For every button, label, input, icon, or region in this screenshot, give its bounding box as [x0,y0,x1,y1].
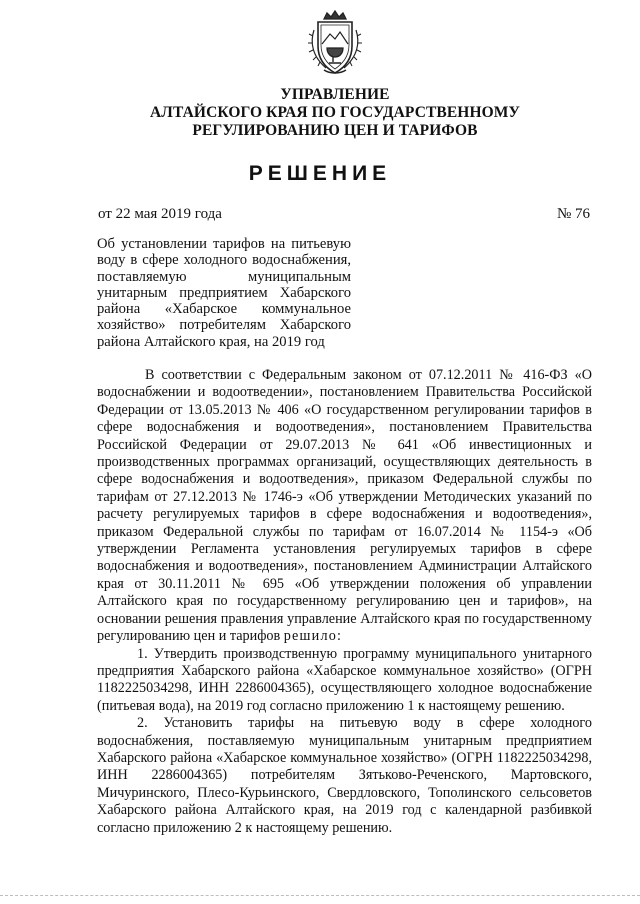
page-bottom-edge [0,895,640,896]
clause-2: 2. Установить тарифы на питьевую воду в сфере холодного водоснабжения, поставляемую муниципальным унитарным предприятием Хабарского района «Хабарское коммунальное хозяйство» (ОГРН 1182225034298, ИНН 2286004365) потребителям Зятьково-Реченского, Мартовского, Мичуринского, Плесо-Курьинского, Свердловского, Тополинского сельсоветов Хабарского района Алтайского края, на 2019 год с календарной разбивкой согласно приложению 2 к настоящему решению. [97,715,592,836]
authority-line-3: РЕГУЛИРОВАНИЮ ЦЕН И ТАРИФОВ [192,122,478,139]
authority-line-2: АЛТАЙСКОГО КРАЯ ПО ГОСУДАРСТВЕННОМУ [150,104,520,121]
document-subject: Об установлении тарифов на питьевую воду в сфере холодного водоснабжения, поставляемую муниципальным унитарным предприятием Хабарского района «Хабарское коммунальное хозяйство» потребителям Хабарского района Алтайского края, на 2019 год [97,236,351,350]
issuing-authority [120,86,550,140]
clause-1: 1. Утвердить производственную программу муниципального унитарного предприятия Хабарского района «Хабарское коммунальное хозяйство» (ОГРН 1182225034298, ИНН 2286004365), осуществляющего холодное водоснабжение (питьевая вода), на 2019 год согласно приложению 1 к настоящему решению. [97,645,592,714]
altai-krai-coat-of-arms-icon [304,10,366,76]
authority-line-1: УПРАВЛЕНИЕ [280,86,390,103]
preamble-text: В соответствии с Федеральным законом от 07.12.2011 № 416-ФЗ «О водоснабжении и водоотведении», постановлением Правительства Российской Федерации от 13.05.2013 № 406 «О государственном регулировании тарифов в сфере водоснабжения и водоотведения», постановлением Правительства Российской Федерации от 29.07.2013 № 641 «Об инвестиционных и производственных программах организаций, осуществляющих деятельность в сфере водоснабжения и водоотведения», приказом Федеральной службы по тарифам от 27.12.2013 № 1746-э «Об утверждении Методических указаний по расчету регулируемых тарифов в сфере водоснабжения и водоотведения», приказом Федеральной службы по тарифам от 16.07.2014 № 1154-э «Об утверждении Регламента установления регулируемых тарифов в сфере водоснабжения и водоотведения», постановлением Администрации Алтайского края от 30.11.2011 № 695 «Об утверждении положения об управлении Алтайского края по государственному регулированию цен и тарифов», на основании решения правления управление Алтайского края по государственному регулированию цен и тарифов [97,367,592,645]
document-type-title: РЕШЕНИЕ [248,162,392,185]
resolved-colon: : [337,628,341,645]
document-date: от 22 мая 2019 года [98,206,222,222]
document-number: № 76 [556,206,590,222]
resolved-word: решило [283,628,338,645]
document-body [97,367,592,837]
preamble-paragraph [97,367,592,646]
